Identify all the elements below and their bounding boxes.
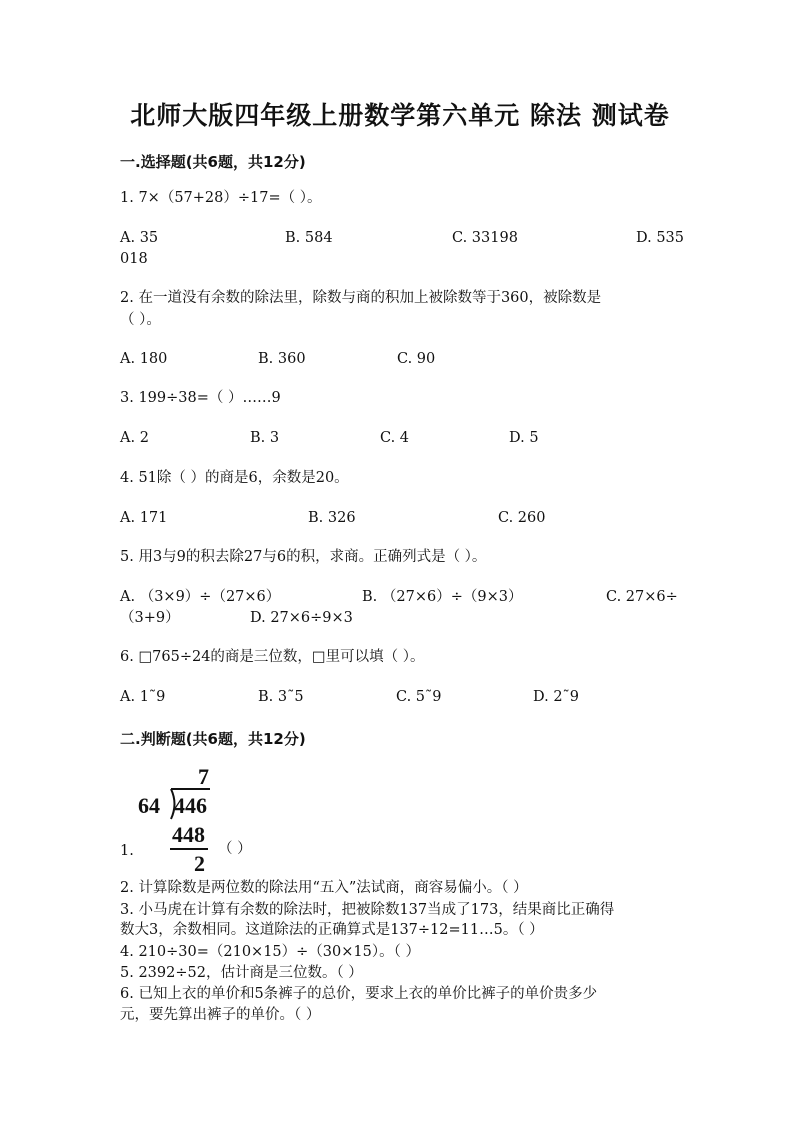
- division-quotient: 7: [198, 764, 209, 789]
- division-rule: [170, 848, 208, 850]
- q4-option-b: B. 326: [308, 510, 356, 526]
- judge-1-paren: （ ）: [218, 841, 252, 857]
- question-5-stem: 5. 用3与9的积去除27与6的积，求商。正确列式是（ ）。: [120, 549, 487, 565]
- q5-option-c: C. 27×6÷: [606, 589, 678, 605]
- q3-option-d: D. 5: [509, 430, 539, 446]
- q3-option-c: C. 4: [380, 430, 410, 446]
- q1-option-d: D. 535: [636, 230, 685, 246]
- q2-option-b: B. 360: [258, 351, 306, 367]
- q1-option-c: C. 33198: [452, 230, 518, 246]
- judge-6-line1: 6. 已知上衣的单价和5条裤子的总价，要求上衣的单价比裤子的单价贵多少: [120, 986, 598, 1002]
- question-1-stem: 1. 7×（57+28）÷17=（ ）。: [120, 190, 322, 206]
- question-2-stem-line2: （ ）。: [120, 312, 161, 328]
- question-4-stem: 4. 51除（ ）的商是6，余数是20。: [120, 470, 349, 486]
- q2-option-a: A. 180: [120, 351, 168, 367]
- q2-option-c: C. 90: [397, 351, 436, 367]
- judge-4: 4. 210÷30=（210×15）÷（30×15）。（ ）: [120, 944, 420, 960]
- q1-option-b: B. 584: [285, 230, 333, 246]
- question-3-stem: 3. 199÷38=（ ）……9: [120, 390, 281, 406]
- q5-option-d: D. 27×6÷9×3: [250, 610, 353, 626]
- page-title: 北师大版四年级上册数学第六单元 除法 测试卷: [130, 101, 670, 130]
- question-6-stem: 6. □765÷24的商是三位数，□里可以填（ ）。: [120, 649, 425, 665]
- q6-option-a: A. 1˜9: [120, 689, 166, 705]
- long-division-figure: [134, 766, 214, 878]
- q1-option-d-wrap: 018: [120, 251, 148, 267]
- q1-option-a: A. 35: [120, 230, 159, 246]
- q3-option-a: A. 2: [120, 430, 149, 446]
- judge-6-line2: 元，要先算出裤子的单价。（ ）: [120, 1007, 321, 1023]
- q6-option-b: B. 3˜5: [258, 689, 304, 705]
- question-2-stem-line1: 2. 在一道没有余数的除法里，除数与商的积加上被除数等于360，被除数是: [120, 290, 602, 306]
- q5-option-c-wrap: （3+9）: [120, 610, 180, 626]
- division-remainder: 2: [194, 851, 205, 876]
- q4-option-a: A. 171: [120, 510, 168, 526]
- q3-option-b: B. 3: [250, 430, 280, 446]
- q6-option-c: C. 5˜9: [396, 689, 442, 705]
- division-dividend: 446: [174, 793, 207, 818]
- section-heading-judge: 二.判断题(共6题，共12分): [120, 730, 306, 748]
- q6-option-d: D. 2˜9: [533, 689, 580, 705]
- judge-5: 5. 2392÷52，估计商是三位数。（ ）: [120, 965, 363, 981]
- q5-option-b: B. （27×6）÷（9×3）: [362, 589, 523, 605]
- judge-1-number: 1.: [120, 843, 134, 859]
- judge-2: 2. 计算除数是两位数的除法用“五入”法试商，商容易偏小。（ ）: [120, 880, 528, 896]
- section-heading-choice: 一.选择题(共6题，共12分): [120, 153, 306, 171]
- judge-3-line1: 3. 小马虎在计算有余数的除法时，把被除数137当成了173，结果商比正确得: [120, 902, 615, 918]
- q4-option-c: C. 260: [498, 510, 546, 526]
- division-divisor: 64: [138, 793, 160, 818]
- q5-option-a: A. （3×9）÷（27×6）: [120, 589, 281, 605]
- judge-3-line2: 数大3，余数相同。这道除法的正确算式是137÷12=11…5。（ ）: [120, 922, 544, 938]
- division-product: 448: [172, 822, 205, 847]
